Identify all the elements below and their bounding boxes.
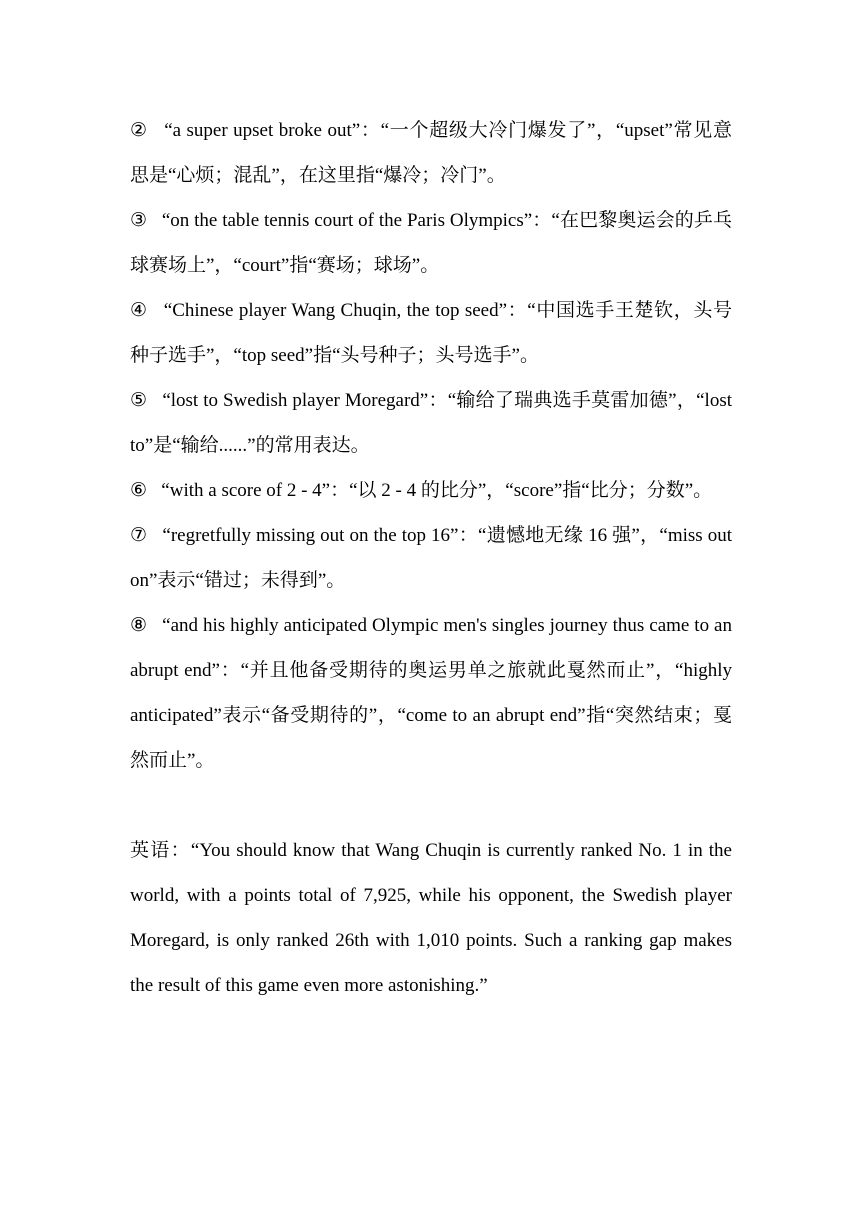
item-text: “and his highly anticipated Olympic men's singles journey thus came to an abrupt end”：“并且他备受期待的奥运男单之旅就此戛然而止”，“highly anticipated”表示“备受期待的”，“come to an abrupt end”指“突然结束；戛然而止”。 (130, 615, 732, 771)
paragraph-spacer (130, 783, 732, 828)
item-marker: ⑦ (130, 525, 148, 546)
note-item-6 (130, 468, 732, 513)
note-item-4 (130, 288, 732, 378)
note-item-8 (130, 603, 732, 783)
item-text: “a super upset broke out”：“一个超级大冷门爆发了”，“upset”常见意思是“心烦；混乱”，在这里指“爆冷；冷门”。 (130, 120, 732, 186)
note-item-3 (130, 198, 732, 288)
item-marker: ⑧ (130, 615, 148, 636)
item-marker: ⑤ (130, 390, 148, 411)
item-text: “with a score of 2 - 4”：“以 2 - 4 的比分”，“score”指“比分；分数”。 (161, 480, 713, 501)
note-item-7 (130, 513, 732, 603)
item-marker: ② (130, 120, 148, 141)
item-text: “regretfully missing out on the top 16”：“遗憾地无缘 16 强”，“miss out on”表示“错过；未得到”。 (130, 525, 732, 591)
english-text: “You should know that Wang Chuqin is currently ranked No. 1 in the world, with a points total of 7,925, while his opponent, the Swedish player Moregard, is only ranked 26th with 1,010 points. Such a ranking gap makes the result of this game even more astonishing.” (130, 840, 732, 996)
item-marker: ④ (130, 300, 148, 321)
item-marker: ⑥ (130, 480, 148, 501)
english-translation (130, 828, 732, 1008)
item-text: “on the table tennis court of the Paris Olympics”：“在巴黎奥运会的乒乓球赛场上”，“court”指“赛场；球场”。 (130, 210, 732, 276)
item-text: “lost to Swedish player Moregard”：“输给了瑞典选手莫雷加德”，“lost to”是“输给......”的常用表达。 (130, 390, 732, 456)
note-item-2 (130, 108, 732, 198)
item-text: “Chinese player Wang Chuqin, the top seed”：“中国选手王楚钦，头号种子选手”，“top seed”指“头号种子；头号选手”。 (130, 300, 732, 366)
english-label: 英语： (130, 840, 191, 861)
item-marker: ③ (130, 210, 148, 231)
note-item-5 (130, 378, 732, 468)
document-body (130, 108, 732, 1008)
